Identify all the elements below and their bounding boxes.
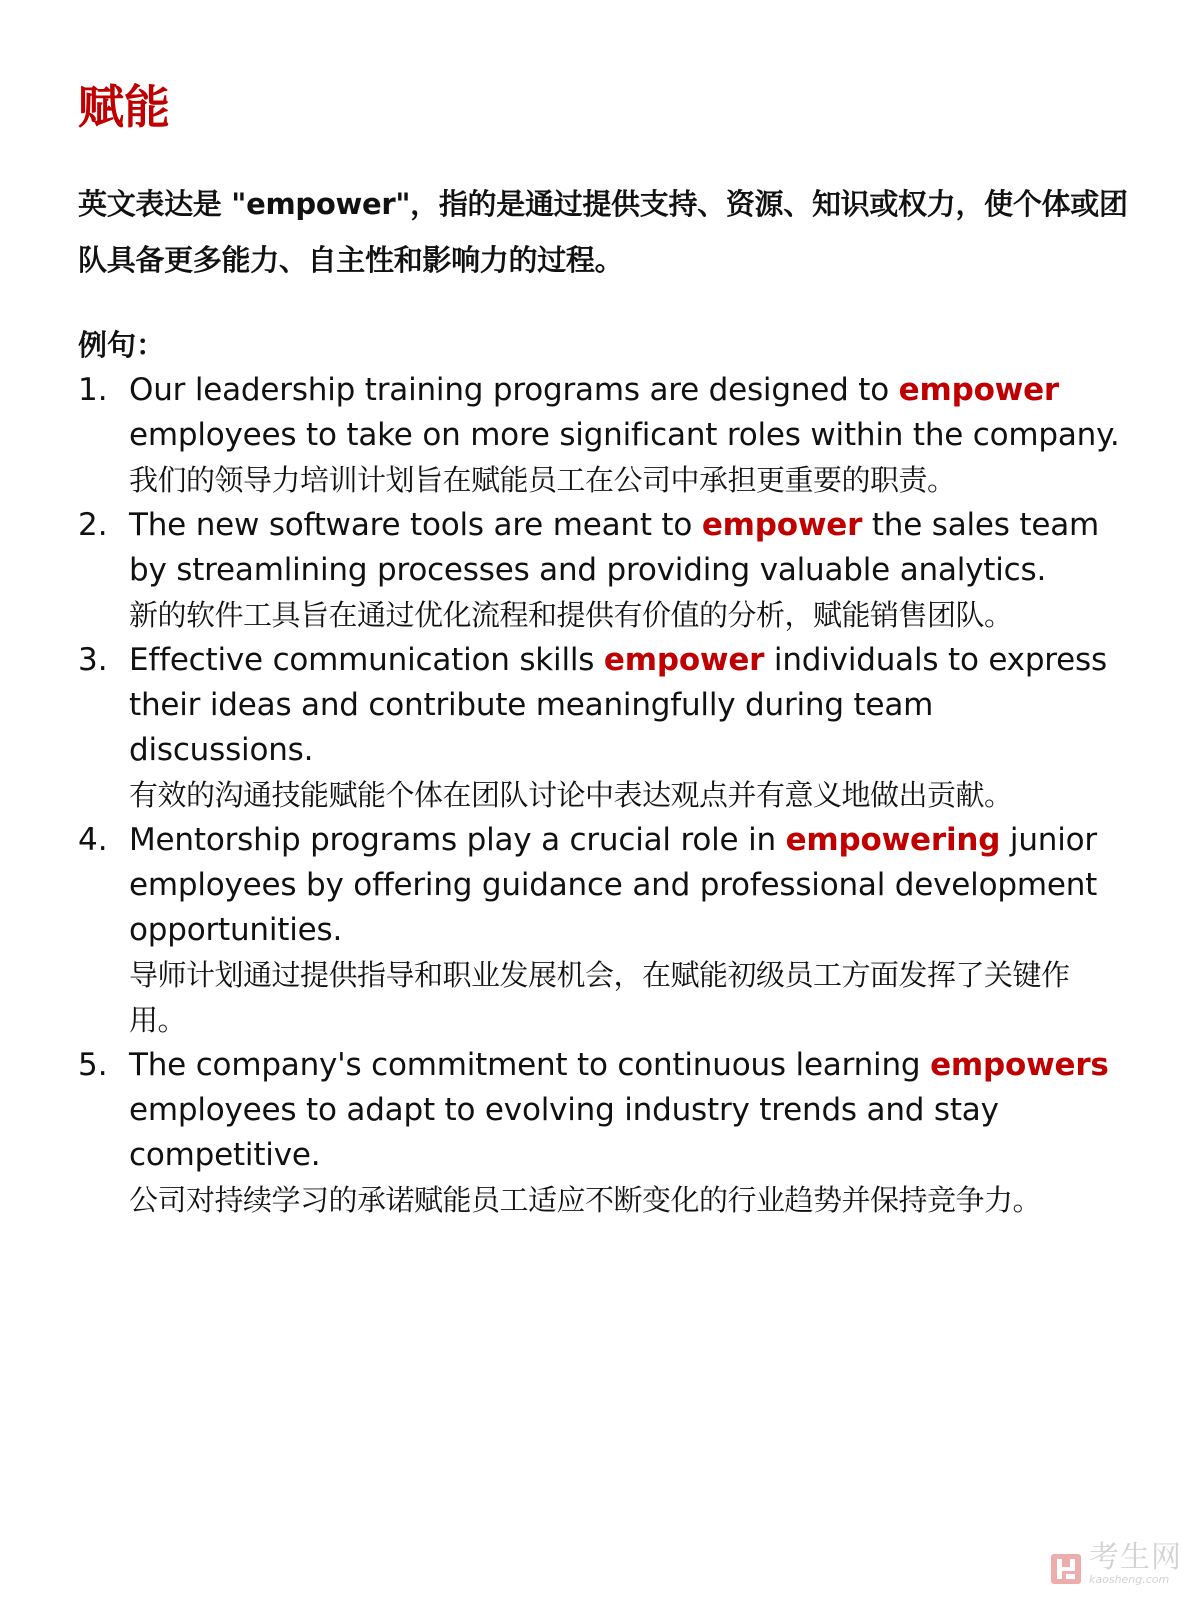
example-keyword: empower: [603, 642, 765, 678]
example-item-4: [78, 818, 1123, 1043]
watermark-name: 考生网: [1089, 1540, 1182, 1575]
example-number: 5.: [78, 1047, 108, 1083]
examples-list: [78, 368, 1123, 1223]
example-english: [129, 503, 1123, 593]
example-text-after: employees to adapt to evolving industry trends and stay competitive.: [129, 1092, 999, 1173]
example-keyword: empowering: [785, 822, 1001, 858]
example-text-before: Our leadership training programs are designed to: [129, 372, 899, 408]
example-item-1: [78, 368, 1123, 503]
example-number: 4.: [78, 822, 108, 858]
example-chinese: 公司对持续学习的承诺赋能员工适应不断变化的行业趋势并保持竞争力。: [129, 1183, 1042, 1217]
example-text-after: individuals to express their ideas and contribute meaningfully during team discussions.: [129, 642, 1107, 768]
example-number: 1.: [78, 372, 108, 408]
example-text-before: The new software tools are meant to: [129, 507, 702, 543]
example-text-after: junior employees by offering guidance and professional development opportunities.: [129, 822, 1098, 948]
example-english: [129, 1043, 1123, 1178]
example-text-before: Effective communication skills: [129, 642, 604, 678]
example-chinese: 新的软件工具旨在通过优化流程和提供有价值的分析，赋能销售团队。: [129, 598, 1013, 632]
example-chinese: 我们的领导力培训计划旨在赋能员工在公司中承担更重要的职责。: [129, 463, 956, 497]
example-english: [129, 638, 1123, 773]
watermark-text: [1089, 1542, 1182, 1586]
example-text-before: Mentorship programs play a crucial role in: [129, 822, 786, 858]
page-title: 赋能: [78, 80, 170, 134]
example-item-3: [78, 638, 1123, 818]
watermark-domain: kaosheng.com: [1089, 1573, 1170, 1586]
example-number: 2.: [78, 507, 108, 543]
example-item-2: [78, 503, 1123, 638]
watermark: [1049, 1542, 1182, 1586]
example-text-after: the sales team by streamlining processes and providing valuable analytics.: [129, 507, 1100, 588]
example-keyword: empower: [898, 372, 1060, 408]
example-text-after: employees to take on more significant roles within the company.: [129, 417, 1120, 453]
example-english: [129, 818, 1123, 953]
example-english: [129, 368, 1123, 458]
intro-paragraph: 英文表达是 "empower"，指的是通过提供支持、资源、知识或权力，使个体或团队具备更多能力、自主性和影响力的过程。: [78, 187, 1128, 277]
example-keyword: empower: [701, 507, 863, 543]
example-chinese: 有效的沟通技能赋能个体在团队讨论中表达观点并有意义地做出贡献。: [129, 778, 1013, 812]
example-text-before: The company's commitment to continuous learning: [129, 1047, 931, 1083]
examples-heading: 例句：: [78, 328, 166, 362]
watermark-logo-icon: [1049, 1552, 1083, 1586]
example-chinese: 导师计划通过提供指导和职业发展机会，在赋能初级员工方面发挥了关键作用。: [129, 958, 1070, 1037]
example-item-5: [78, 1043, 1123, 1223]
example-number: 3.: [78, 642, 108, 678]
example-keyword: empowers: [930, 1047, 1109, 1083]
